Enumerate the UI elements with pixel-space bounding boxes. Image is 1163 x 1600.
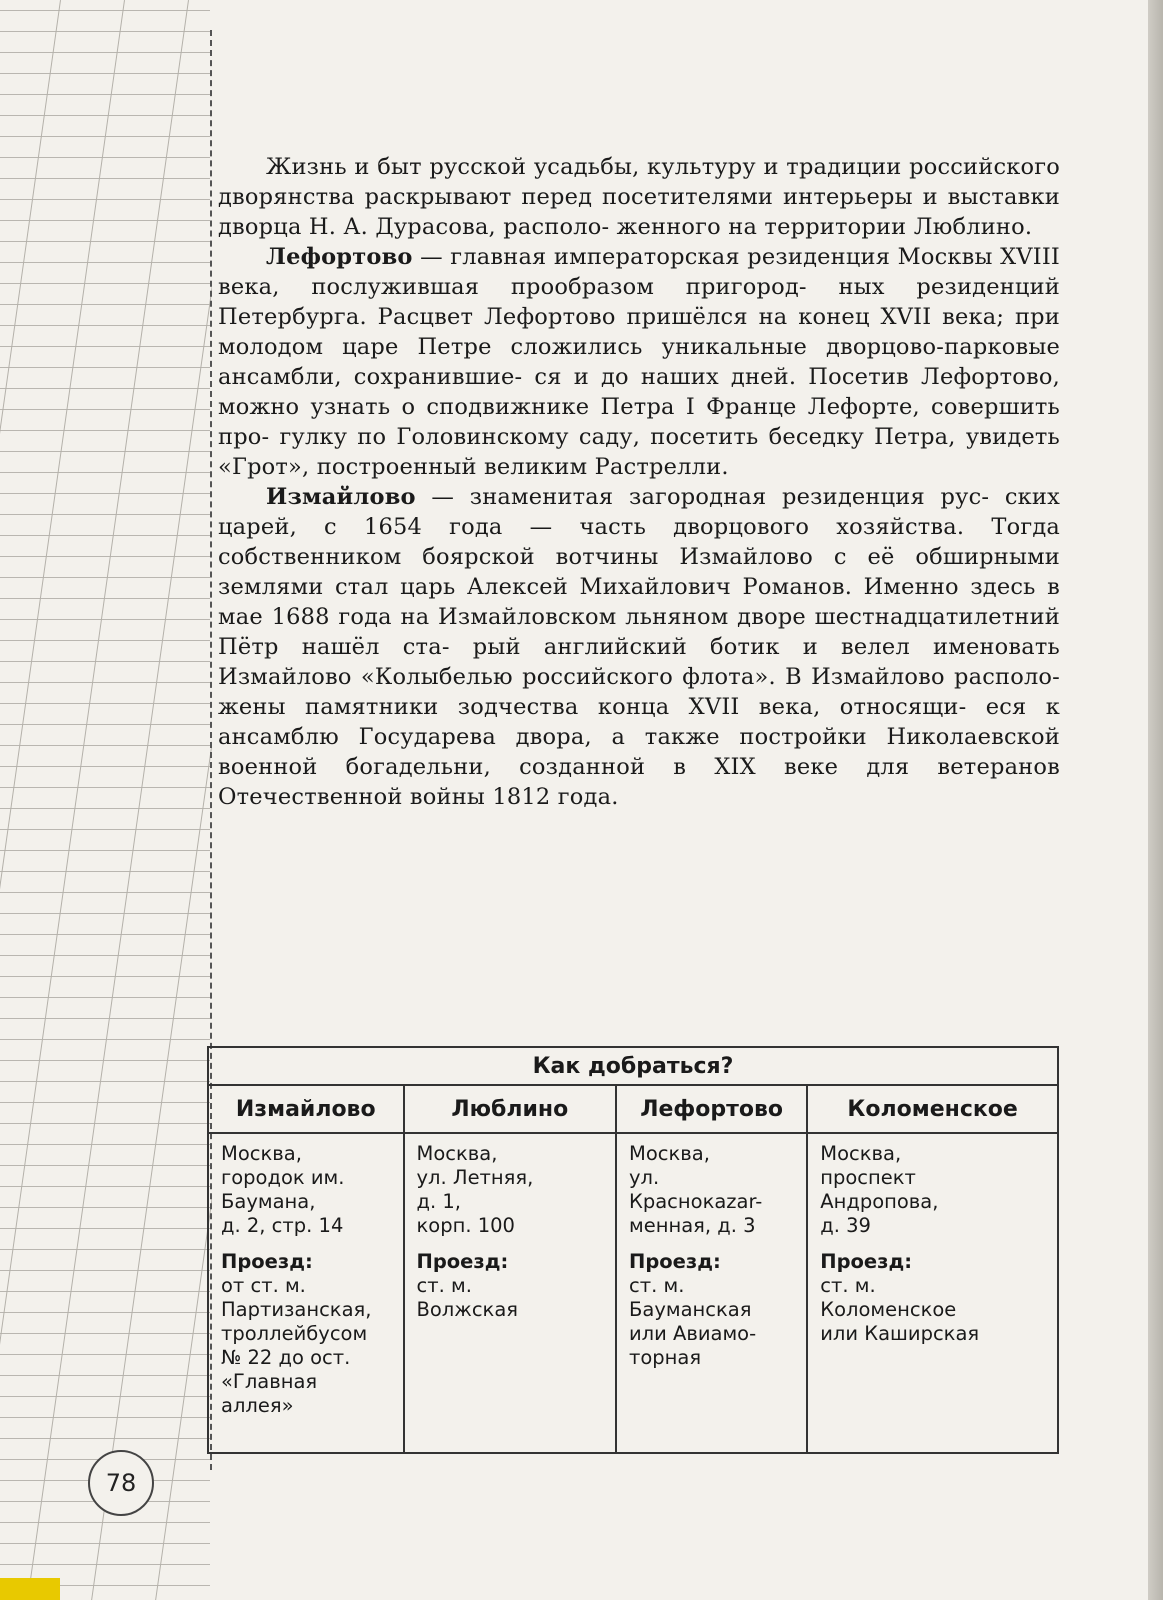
margin-rule-line xyxy=(0,388,210,389)
term-lefortovo: Лефортово xyxy=(266,244,413,270)
margin-diagonal-line xyxy=(15,0,212,1600)
margin-rule-line xyxy=(0,1543,210,1544)
margin-rule-line xyxy=(0,514,210,515)
margin-rule-line xyxy=(0,682,210,683)
margin-rule-line xyxy=(0,871,210,872)
paragraph-lublino: Жизнь и быт русской усадьбы, культуру и традиции российского дворянства раскрывают перед посетителями интерьеры и выставки дворца Н. А. Дурасова, располо- женного на территории Люблино. xyxy=(218,154,1060,240)
margin-rule-line xyxy=(0,1081,210,1082)
margin-rule-line xyxy=(0,913,210,914)
page-number: 78 xyxy=(88,1450,154,1516)
margin-rule-line xyxy=(0,934,210,935)
route-label: Проезд: xyxy=(221,1250,313,1273)
margin-rule-line xyxy=(0,325,210,326)
margin-rule-line xyxy=(0,31,210,32)
margin-rule-line xyxy=(0,409,210,410)
table-caption: Как добраться? xyxy=(208,1047,1058,1085)
column-header: Люблино xyxy=(404,1085,617,1133)
cover-corner xyxy=(0,1578,60,1600)
margin-rule-line xyxy=(0,619,210,620)
margin-rule-line xyxy=(0,850,210,851)
margin-rule-line xyxy=(0,1102,210,1103)
margin-rule-line xyxy=(0,430,210,431)
margin-rule-line xyxy=(0,556,210,557)
route-label: Проезд: xyxy=(416,1250,509,1273)
margin-rule-line xyxy=(0,997,210,998)
margin-rule-line xyxy=(0,808,210,809)
margin-rule-line xyxy=(0,346,210,347)
margin-rule-line xyxy=(0,1018,210,1019)
margin-diagonal-line xyxy=(79,0,212,1600)
margin-rule-line xyxy=(0,10,210,11)
margin-rule-line xyxy=(0,493,210,494)
margin-rule-line xyxy=(0,1123,210,1124)
margin-rule-line xyxy=(0,1186,210,1187)
margin-rule-line xyxy=(0,787,210,788)
margin-rule-line xyxy=(0,724,210,725)
margin-rule-line xyxy=(0,1207,210,1208)
column-header: Лефортово xyxy=(616,1085,807,1133)
margin-rule-line xyxy=(0,1060,210,1061)
table-cell-izmailovo: Москва, городок им. Баумана, д. 2, стр. 14 Проезд: от ст. м. Партизанская, троллейбусом № 22 до ост. «Главная аллея» xyxy=(208,1133,404,1453)
margin-rule-line xyxy=(0,1291,210,1292)
margin-rule-line xyxy=(0,1396,210,1397)
margin-rule-line xyxy=(0,766,210,767)
route-label: Проезд: xyxy=(820,1250,913,1273)
margin-rule-line xyxy=(0,1333,210,1334)
margin-rule-line xyxy=(0,1249,210,1250)
margin-rule-line xyxy=(0,1270,210,1271)
margin-rule-line xyxy=(0,1417,210,1418)
margin-rule-line xyxy=(0,94,210,95)
route-label: Проезд: xyxy=(629,1250,721,1273)
margin-rule-line xyxy=(0,745,210,746)
margin-rule-line xyxy=(0,1165,210,1166)
margin-rule-line xyxy=(0,115,210,116)
margin-rule-line xyxy=(0,52,210,53)
term-izmailovo: Измайлово xyxy=(266,484,416,510)
margin-rule-line xyxy=(0,1522,210,1523)
margin-rule-line xyxy=(0,955,210,956)
margin-rule-line xyxy=(0,1375,210,1376)
margin-rule-line xyxy=(0,451,210,452)
table-cell-lublino: Москва, ул. Летняя, д. 1, корп. 100 Проезд: ст. м. Волжская xyxy=(404,1133,617,1453)
margin-rule-line xyxy=(0,220,210,221)
margin-rule-line xyxy=(0,1228,210,1229)
margin-rule-line xyxy=(0,241,210,242)
page-edge-shadow xyxy=(1148,0,1163,1600)
how-to-get-table xyxy=(207,1046,1059,1454)
table-cell-kolomenskoe: Москва, проспект Андропова, д. 39 Проезд: ст. м. Коломенское или Каширская xyxy=(807,1133,1058,1453)
margin-rule-line xyxy=(0,1312,210,1313)
margin-rule-line xyxy=(0,304,210,305)
margin-rule-line xyxy=(0,283,210,284)
margin-rule-line xyxy=(0,472,210,473)
margin-rule-line xyxy=(0,1354,210,1355)
margin-diagonal-line xyxy=(0,0,189,1600)
margin-rule-line xyxy=(0,577,210,578)
margin-rule-line xyxy=(0,178,210,179)
margin-rule-line xyxy=(0,157,210,158)
paragraph-izmailovo: Измайлово — знаменитая загородная резиденция рус- ских царей, с 1654 года — часть дворцового хозяйства. Тогда собственником боярской вотчины Измайлово с её обширными землями стал царь Алексей Михайлович Романов. Именно здесь в мае 1688 года на Измайловском льняном дворе шестнадцатилетний Пётр нашёл ста- рый английский ботик и велел именовать Измайлово «Колыбелью российского флота». В Измайлово располо- жены памятники зодчества конца XVII века, относящи- еся к ансамблю Государева двора, а также постройки Николаевской военной богадельни, созданной в XIX веке для ветеранов Отечественной войны 1812 года. xyxy=(218,484,1061,810)
margin-rule-line xyxy=(0,892,210,893)
paragraph-lefortovo: Лефортово — главная императорская резиденция Москвы XVIII века, послужившая прообразом пригород- ных резиденций Петербурга. Расцвет Лефортово пришёлся на конец XVII века; при молодом царе Петре сложились уникальные дворцово-парковые ансамбли, сохранившие- ся и до наших дней. Посетив Лефортово, можно узнать о сподвижнике Петра I Франце Лефорте, совершить про- гулку по Головинскому саду, посетить беседку Петра, увидеть «Грот», построенный великим Растрелли. xyxy=(218,244,1061,480)
margin-rule-line xyxy=(0,829,210,830)
main-text xyxy=(218,152,1060,812)
ruled-margin xyxy=(0,0,212,1600)
margin-rule-line xyxy=(0,598,210,599)
margin-rule-line xyxy=(0,262,210,263)
margin-diagonal-line xyxy=(0,0,125,1600)
table-cell-lefortovo: Москва, ул. Краснокazar- менная, д. 3 Проезд: ст. м. Бауманская или Авиамо- торная xyxy=(616,1133,807,1453)
margin-rule-line xyxy=(0,367,210,368)
column-header: Коломенское xyxy=(807,1085,1058,1133)
margin-rule-line xyxy=(0,703,210,704)
margin-diagonal-line xyxy=(0,0,61,1600)
margin-rule-line xyxy=(0,535,210,536)
margin-rule-line xyxy=(0,640,210,641)
column-header: Измайлово xyxy=(208,1085,404,1133)
margin-rule-line xyxy=(0,1144,210,1145)
